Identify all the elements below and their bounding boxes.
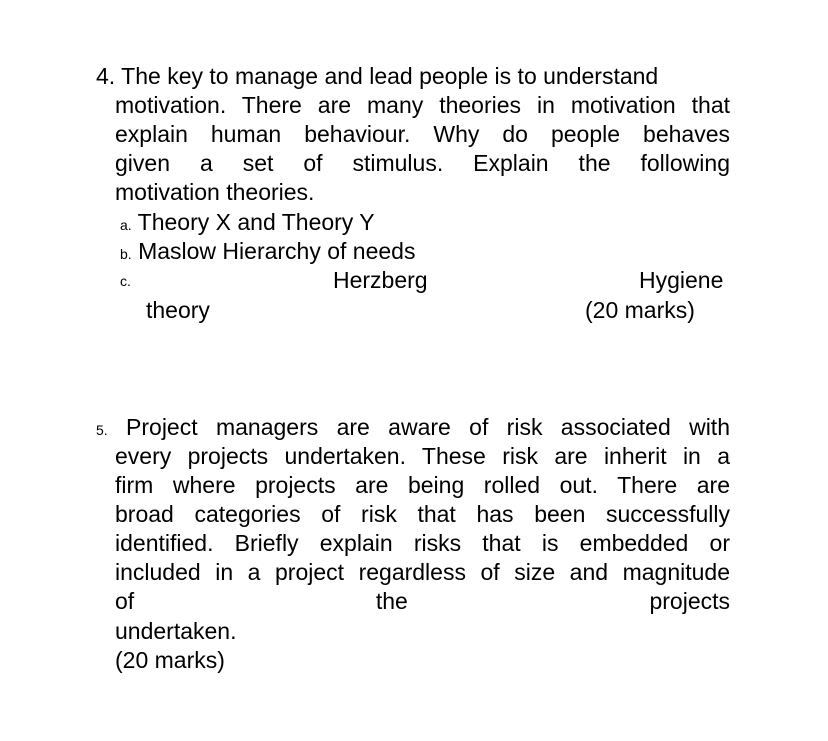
q4-line-1 bbox=[96, 62, 730, 91]
q5-line-2: every projects undertaken. These risk are inherit in a bbox=[115, 443, 730, 469]
q5-line-4: broad categories of risk that has been successfully bbox=[115, 501, 730, 527]
q5-line-7: of the projects bbox=[115, 588, 730, 614]
q5-line-5: identified. Briefly explain risks that is embedded or bbox=[115, 530, 730, 556]
q4-item-c-word-herzberg: Herzberg bbox=[333, 267, 428, 293]
q4-line-5: motivation theories. bbox=[115, 179, 315, 205]
q4-line-3: explain human behaviour. Why do people behaves bbox=[115, 121, 730, 147]
q4-line-1-text: The key to manage and lead people is to understand bbox=[121, 63, 659, 89]
q4-number: 4. bbox=[96, 63, 116, 89]
q4-line-2: motivation. There are many theories in motivation that bbox=[115, 92, 730, 118]
q5-marks: (20 marks) bbox=[115, 647, 225, 673]
q4-item-a-marker: a. bbox=[120, 217, 132, 233]
q4-marks: (20 marks) bbox=[585, 297, 695, 323]
q4-item-b bbox=[120, 237, 415, 266]
q5-line-1 bbox=[96, 413, 730, 442]
q5-line-1-text: Project managers are aware of risk associated with bbox=[126, 414, 730, 440]
q4-item-b-text: Maslow Hierarchy of needs bbox=[138, 238, 416, 264]
q5-number: 5. bbox=[96, 422, 108, 438]
q4-item-a-text: Theory X and Theory Y bbox=[137, 209, 375, 235]
q4-item-c-continuation: theory bbox=[146, 297, 210, 323]
q4-item-b-marker: b. bbox=[120, 246, 132, 262]
q5-line-3: firm where projects are being rolled out. There are bbox=[115, 472, 730, 498]
q5-line-8: undertaken. bbox=[115, 618, 237, 644]
q4-item-c-word-hygiene: Hygiene bbox=[639, 267, 724, 293]
q4-line-4: given a set of stimulus. Explain the following bbox=[115, 150, 730, 176]
q4-item-c-marker: c. bbox=[120, 273, 131, 289]
q4-item-a bbox=[120, 208, 375, 237]
q5-line-6: included in a project regardless of size and magnitude bbox=[115, 559, 730, 585]
